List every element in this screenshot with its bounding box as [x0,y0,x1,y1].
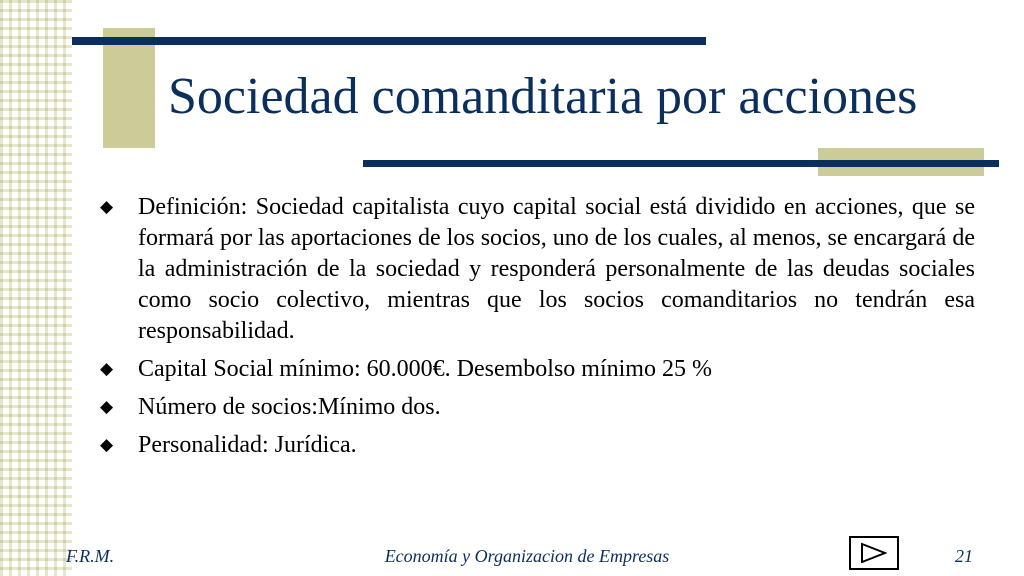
slide-page-number: 21 [955,546,973,566]
bullet-item-capital [100,354,975,385]
next-slide-icon [861,543,887,563]
diamond-bullet-icon: ◆ [100,435,114,454]
diamond-bullet-icon: ◆ [100,359,114,378]
diamond-bullet-icon: ◆ [100,397,114,416]
bullet-item-definition [100,192,975,347]
decorative-top-rule [72,37,706,45]
footer-author: F.R.M. [66,546,115,566]
decorative-left-stripes [0,0,72,576]
bullet-list [100,192,975,468]
diamond-bullet-icon: ◆ [100,197,114,216]
decorative-title-block [103,28,155,148]
bullet-text-legal-personality: Personalidad: Jurídica. [138,432,357,458]
slide-title: Sociedad comanditaria por acciones [168,68,918,125]
bullet-text-partners: Número de socios:Mínimo dos. [138,394,441,420]
bullet-item-partners [100,392,975,423]
footer-course-title: Economía y Organizacion de Empresas [384,546,670,566]
bullet-text-capital: Capital Social mínimo: 60.000€. Desembolso mínimo 25 % [138,356,712,382]
next-slide-button[interactable] [849,536,899,570]
bullet-item-legal-personality [100,430,975,461]
decorative-bottom-rule [363,160,999,167]
bullet-text-definition: Definición: Sociedad capitalista cuyo capital social está dividido en acciones, que se formará por las aportaciones de los socios, uno de los cuales, al menos, se encargará de la administración de la sociedad y responderá personalmente de las deudas sociales como socio colectivo, mientras que los socios comanditarios no tendrán esa responsabilidad. [138,194,975,344]
